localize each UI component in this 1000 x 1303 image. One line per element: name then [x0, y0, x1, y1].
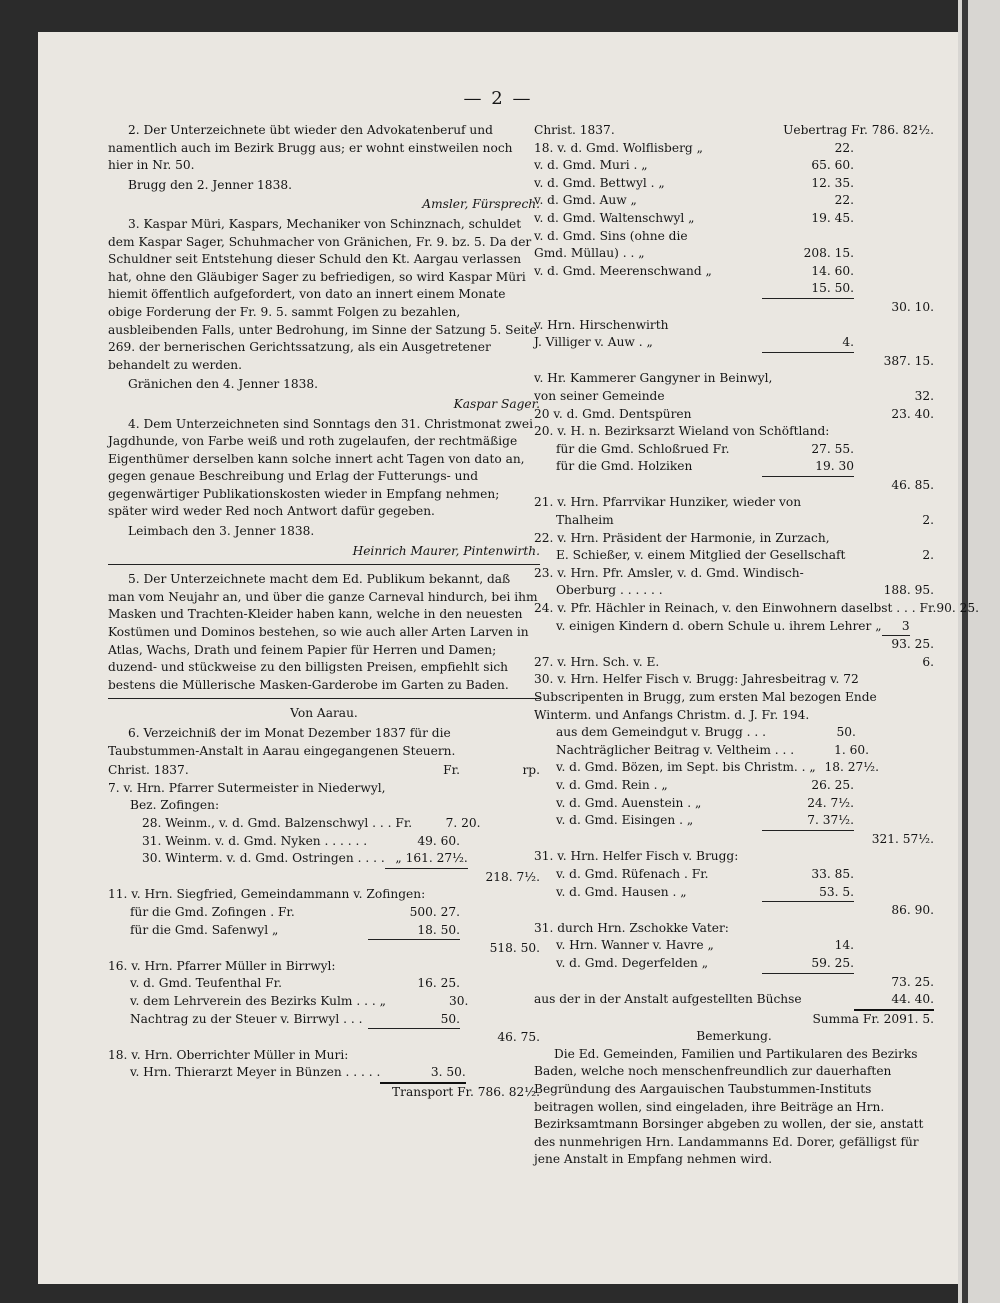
table-row: 20 v. d. Gmd. Dentspüren 23. 40.: [534, 406, 934, 421]
notice-4-signature: Heinrich Maurer, Pintenwirth.: [352, 543, 540, 558]
page-fold-shadow: [962, 0, 968, 1303]
table-row: Oberburg . . . . . . 188. 95.: [556, 583, 934, 598]
table-row: v. einigen Kindern d. obern Schule u. ihrem Lehrer „ 3: [534, 618, 934, 637]
subtotal: 46. 75.: [497, 1030, 540, 1045]
table-row: aus der in der Anstalt aufgestellten Büchse 44. 40.: [534, 991, 934, 1011]
entry-7: 7. v. Hrn. Pfarrer Sutermeister in Niederwyl, Bez. Zofingen: 28. Weinm., v. d. Gmd. Balzenschwyl . . . Fr. 7. 20. 31. Weinm. v. d. Gmd. Nyken . . . . . . 49. 60. 30. Winterm. v. d. Gmd. Ostringen . . . . „ 161. 27½. 218. 7½.: [108, 780, 540, 887]
subtotal: 30. 10.: [891, 299, 934, 314]
table-row: für die Gmd. Zofingen . Fr. 500. 27.: [130, 904, 460, 919]
table-row: 15. 50.: [534, 280, 934, 299]
table-row: v. Hrn. Wanner v. Havre „ 14.: [556, 938, 854, 953]
table-row: Thalheim 2.: [556, 513, 934, 528]
table-row: v. d. Gmd. Bözen, im Sept. bis Christm. . „ 18. 27½.: [556, 760, 879, 775]
table-row: v. d. Gmd. Degerfelden „ 59. 25.: [534, 955, 934, 974]
table-row: v. d. Gmd. Auw „ 22.: [534, 193, 854, 208]
divider: [108, 698, 540, 699]
table-header: Christ. 1837. Fr. rp.: [108, 763, 540, 778]
notice-2-signature: Amsler, Fürsprech.: [422, 197, 540, 212]
table-row: v. Hrn. Thierarzt Meyer in Bünzen . . . . . 3. 50.: [108, 1064, 540, 1084]
left-column: [108, 122, 540, 1101]
subtotal: 73. 25.: [891, 974, 934, 989]
table-row: v. d. Gmd. Eisingen . „ 7. 37½.: [556, 812, 934, 831]
table-row: v. d. Gmd. Muri . „ 65. 60.: [534, 158, 854, 173]
notice-4-text: 4. Dem Unterzeichneten sind Sonntags den 31. Christmonat zwei Jagdhunde, von Farbe weiß und roth zugelaufen, der rechtmäßige Eigenthümer derselben kann solche innert acht Tagen von dato an, gegen genaue Beschreibung und Erlag der Futterungs- und gegenwärtiger Publikationskosten wieder in Empfang nehmen; später wird weder Red noch Antwort dafür gegeben.: [108, 416, 534, 519]
notice-3-text: 3. Kaspar Müri, Kaspars, Mechaniker von Schinznach, schuldet dem Kaspar Sager, Schuhmacher von Gränichen, Fr. 9. bz. 5. Da der Schuldner seit Entstehung dieser Schuld den Kt. Aargau verlassen hat, ohne den Gläubiger Sager zu befriedigen, so wird Kaspar Müri hiemit öffentlich aufgefordert, von dato an innert einem Monate obige Forderung der Fr. 9. 5. sammt Folgen zu bezahlen, ausbleibenden Falls, unter Bedrohung, im Sinne der Satzung 5. Seite 269. der bernerischen Gerichtssatzung, als ein Ausgetretener behandelt zu werden.: [108, 216, 537, 372]
grand-total: Summa Fr. 2091. 5.: [812, 1011, 934, 1026]
table-row: 27. v. Hrn. Sch. v. E. 6.: [534, 654, 934, 669]
table-row: v. d. Gmd. Teufenthal Fr. 16. 25.: [130, 976, 460, 991]
table-row: v. d. Gmd. Rein . „ 26. 25.: [556, 777, 854, 792]
table-row: Gmd. Müllau) . . „ 208. 15.: [534, 246, 854, 261]
subtotal: 387. 15.: [883, 353, 934, 368]
table-row: für die Gmd. Schloßrued Fr. 27. 55.: [556, 441, 854, 456]
entry-11: 11. v. Hrn. Siegfried, Gemeindammann v. Zofingen: für die Gmd. Zofingen . Fr. 500. 27. für die Gmd. Safenwyl „ 18. 50. 518. 50.: [108, 886, 540, 957]
newspaper-page: [38, 32, 979, 1284]
entry-18-list: [534, 140, 934, 299]
right-column: Christ. 1837. Uebertrag Fr. 786. 82½. 18. v. d. Gmd. Wolflisberg „ 22. v. d. Gmd. Muri . „ 65. 60. v. d. Gmd. Bettwyl . „ 12. 35. v. d. Gmd. Auw „ 22. v. d. Gmd. Waltenschwyl „ 19. 45. v. d. Gmd. Sins (ohne die Gmd. Müllau) . . „ 208. 15. v. d. Gmd. Meerenschwand „ 14. 60. 15. 50. 30. 10. v. Hrn. Hirschenwirth J. Villiger v. Auw . „ 4. 387. 15. v. Hr. Kammerer Gangyner in Beinwyl, von seiner Gemeinde 32. 20 v. d. Gmd. Dentspüren 23. 40. 20. v. H. n. Bezirksarzt Wieland von Schöftland: für die Gmd. Schloßrued Fr. 27. 55. für die Gmd. Holziken 19. 30 46. 85. 21. v. Hrn. Pfarrvikar Hunziker, wieder von Thalheim 2. 22. v. Hrn. Präsident der Harmonie, in Zurzach, E. Schießer, v. einem Mitglied der Gesellschaft 2. 23. v. Hrn. Pfr. Amsler, v. d. Gmd. Windisch- Oberburg . . . . . . 188. 95. 24. v. Pfr. Hächler in Reinach, v. den Einwohnern daselbst . . . Fr. 90. 25. v. einigen Kindern d. obern Schule u. ihrem Lehrer „ 3 93. 25. 27. v. Hrn. Sch. v. E. 6. 30. v. Hrn. Helfer Fisch v. Brugg: Jahresbeitrag v. 72 Subscripenten in Brugg, zum ersten Mal bezogen Ende Winterm. und Anfangs Christm. d. J. Fr. 194. aus dem Gemeindgut v. Brugg . . . 50. Nachträglicher Beitrag v. Veltheim . . . 1. 60. v. d. Gmd. Bözen, im Sept. bis Christm. . „ 18. 27½. v. d. Gmd. Rein . „ 26. 25. v. d. Gmd. Auenstein . „ 24. 7½. v. d. Gmd. Eisingen . „ 7. 37½. 321. 57½. 31. v. Hrn. Helfer Fisch v. Brugg: v. d. Gmd. Rüfenach . Fr. 33. 85. v. d. Gmd. Hausen . „ 53. 5. 86. 90. 31. durch Hrn. Zschokke Vater: v. Hrn. Wanner v. Havre „ 14. v. d. Gmd. Degerfelden „ 59. 25. 73. 25. aus der in der Anstalt aufgestellten Büchse 44. 40. Summa Fr. 2091. 5. Bemerkung. Die Ed. Gemeinden, Familien und Partikularen des Bezirks Baden, welche noch menschenfreundlich zur dauerhaften Begründung des Aargauischen Taubstummen-Instituts beitragen wollen, sind eingeladen, ihre Beiträge an Hrn. Bezirksamtmann Borsinger abgeben zu wollen, der sie, anstatt des nunmehrigen Hrn. Landammanns Ed. Dorer, gefälligst für jene Anstalt in Empfang nehmen wird.: [534, 122, 934, 1171]
table-row: J. Villiger v. Auw . „ 4.: [534, 334, 934, 353]
transport-total: Transport Fr. 786. 82½.: [392, 1084, 540, 1099]
section-from-aarau: Von Aarau.: [290, 706, 358, 721]
notice-2-text: 2. Der Unterzeichnete übt wieder den Advokatenberuf und namentlich auch im Bezirk Brugg aus; er wohnt einstweilen noch hier in Nr. 50.: [108, 123, 513, 173]
remark-title: Bemerkung.: [696, 1029, 772, 1044]
divider: [108, 564, 540, 565]
table-header: Christ. 1837. Uebertrag Fr. 786. 82½.: [534, 122, 934, 140]
subtotal: 46. 85.: [891, 477, 934, 492]
subtotal: 86. 90.: [891, 903, 934, 918]
table-row: aus dem Gemeindgut v. Brugg . . . 50.: [556, 725, 856, 740]
table-row: v. d. Gmd. Meerenschwand „ 14. 60.: [534, 263, 854, 278]
table-row: E. Schießer, v. einem Mitglied der Gesellschaft 2.: [556, 548, 934, 563]
table-row: v. dem Lehrverein des Bezirks Kulm . . . „ 30.: [130, 993, 469, 1008]
notice-4-date: Leimbach den 3. Jenner 1838.: [128, 524, 315, 539]
table-row: für die Gmd. Safenwyl „ 18. 50.: [108, 922, 540, 941]
subtotal: 321. 57½.: [871, 831, 934, 846]
table-row: 24. v. Pfr. Hächler in Reinach, v. den Einwohnern daselbst . . . Fr. 90. 25.: [534, 601, 979, 616]
table-row: v. d. Gmd. Sins (ohne die: [534, 228, 688, 243]
page-number: — 2 —: [463, 88, 533, 109]
table-row: Nachträglicher Beitrag v. Veltheim . . . 1. 60.: [556, 742, 869, 757]
entry-18: 18. v. Hrn. Oberrichter Müller in Muri: v. Hrn. Thierarzt Meyer in Bünzen . . . . . 3. 50. Transport Fr. 786. 82½.: [108, 1047, 540, 1102]
table-row: für die Gmd. Holziken 19. 30: [534, 458, 934, 477]
entry-30: 30. v. Hrn. Helfer Fisch v. Brugg: Jahresbeitrag v. 72 Subscripenten in Brugg, zum ersten Mal bezogen Ende Winterm. und Anfangs Christm. d. J. Fr. 194. aus dem Gemeindgut v. Brugg . . . 50. Nachträglicher Beitrag v. Veltheim . . . 1. 60. v. d. Gmd. Bözen, im Sept. bis Christm. . „ 18. 27½. v. d. Gmd. Rein . „ 26. 25. v. d. Gmd. Auenstein . „ 24. 7½. v. d. Gmd. Eisingen . „ 7. 37½. 321. 57½.: [534, 671, 934, 848]
table-row: 18. v. d. Gmd. Wolflisberg „ 22.: [534, 140, 854, 155]
table-row: 30. Winterm. v. d. Gmd. Ostringen . . . . „ 161. 27½.: [108, 850, 540, 869]
subtotal: 93. 25.: [891, 637, 934, 652]
table-row: von seiner Gemeinde 32.: [534, 388, 934, 403]
table-row: v. d. Gmd. Rüfenach . Fr. 33. 85.: [556, 866, 854, 881]
notice-6-title: 6. Verzeichniß der im Monat Dezember 1837 für die Taubstummen-Anstalt in Aarau eingegangenen Steuern.: [108, 726, 456, 758]
subtotal: 218. 7½.: [485, 869, 540, 884]
notice-5-text: 5. Der Unterzeichnete macht dem Ed. Publikum bekannt, daß man vom Neujahr an, und über die ganze Carneval hindurch, bei ihm Masken und Trachten-Kleider haben kann, welche in den neuesten Kostümen und Dominos bestehen, so wie auch aller Arten Larven in Atlas, Wachs, Drath und feinem Papier für Herren und Damen; duzend- und stückweise zu den billigsten Preisen, empfiehlt sich bestens die Müllerische Masken-Garderobe im Garten zu Baden.: [108, 572, 538, 692]
table-row: v. d. Gmd. Hausen . „ 53. 5.: [534, 884, 934, 903]
table-row: 28. Weinm., v. d. Gmd. Balzenschwyl . . . Fr. 7. 20.: [142, 815, 481, 830]
carry-over: Uebertrag Fr. 786. 82½.: [783, 123, 934, 137]
subtotal: 518. 50.: [489, 941, 540, 956]
notice-3-date: Gränichen den 4. Jenner 1838.: [128, 377, 319, 392]
notice-3-signature: Kaspar Sager.: [453, 396, 540, 411]
notice-2-date: Brugg den 2. Jenner 1838.: [128, 177, 292, 192]
table-row: Nachtrag zu der Steuer v. Birrwyl . . . 50.: [108, 1011, 540, 1030]
table-row: 31. Weinm. v. d. Gmd. Nyken . . . . . . 49. 60.: [142, 833, 460, 848]
table-row: v. d. Gmd. Waltenschwyl „ 19. 45.: [534, 210, 854, 225]
table-row: v. d. Gmd. Bettwyl . „ 12. 35.: [534, 175, 854, 190]
table-row: v. d. Gmd. Auenstein . „ 24. 7½.: [556, 795, 854, 810]
entry-30-list: [534, 724, 934, 831]
entry-16: 16. v. Hrn. Pfarrer Müller in Birrwyl: v. d. Gmd. Teufenthal Fr. 16. 25. v. dem Lehrverein des Bezirks Kulm . . . „ 30. Nachtrag zu der Steuer v. Birrwyl . . . 50. 46. 75.: [108, 958, 540, 1047]
remark-text: Die Ed. Gemeinden, Familien und Partikularen des Bezirks Baden, welche noch menschenfreundlich zur dauerhaften Begründung des Aargauischen Taubstummen-Instituts beitragen wollen, sind eingeladen, ihre Beiträge an Hrn. Bezirksamtmann Borsinger abgeben zu wollen, der sie, anstatt des nunmehrigen Hrn. Landammanns Ed. Dorer, gefälligst für jene Anstalt in Empfang nehmen wird.: [534, 1046, 924, 1167]
